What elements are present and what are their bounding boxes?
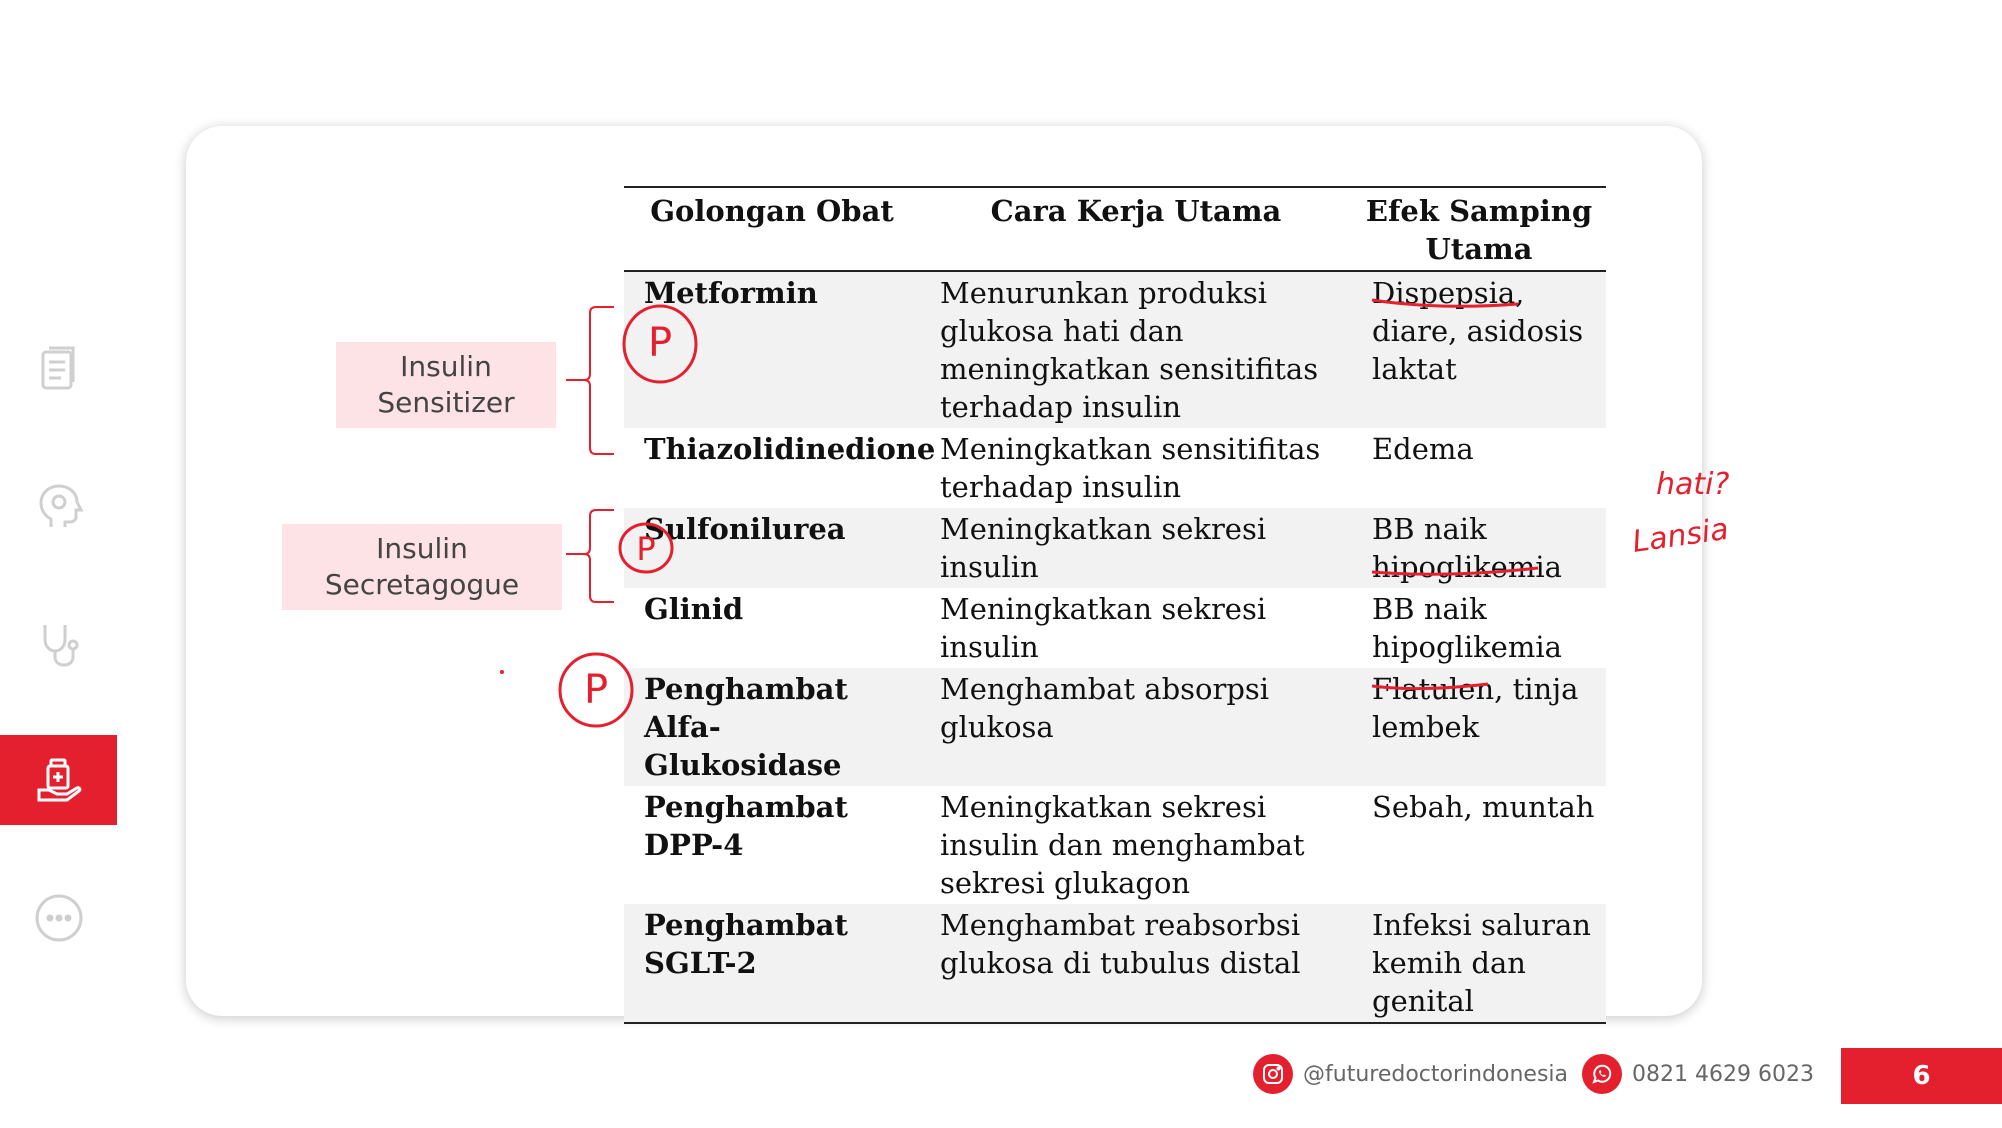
document-icon[interactable] (0, 325, 117, 415)
drug-side-effect: Flatulen, tinja lembek (1372, 672, 1579, 744)
stethoscope-icon[interactable] (0, 600, 117, 690)
note-hati: hati? (1656, 467, 1730, 502)
table-header-row (624, 187, 1606, 271)
header-cara-kerja: Cara Kerja Utama (990, 194, 1282, 228)
drug-mechanism: Menurunkan produksi glukosa hati dan meningkatkan sensitifitas terhadap insulin (940, 276, 1319, 424)
instagram-icon (1253, 1054, 1293, 1094)
drug-side-effect: BB naik hipoglikemia (1372, 512, 1562, 584)
note-lansia: Lansia (1630, 511, 1731, 560)
drug-side-effect: Edema (1372, 432, 1474, 466)
drug-name: Penghambat Alfa-Glukosidase (644, 672, 848, 782)
insulin-secretagogue-label: Insulin Secretagogue (282, 524, 562, 610)
table-row (624, 271, 1606, 428)
header-golongan-obat: Golongan Obat (650, 194, 894, 228)
page-number: 6 (1841, 1048, 2002, 1104)
drug-side-effect: Dispepsia, diare, asidosis laktat (1372, 276, 1584, 386)
phone-number: 0821 4629 6023 (1632, 1061, 1814, 1087)
drug-mechanism: Meningkatkan sensitifitas terhadap insulin (940, 432, 1321, 504)
drug-side-effect: BB naik hipoglikemia (1372, 592, 1562, 664)
whatsapp-contact[interactable] (1582, 1054, 1814, 1094)
p-mark: P (583, 667, 609, 713)
drug-name: Sulfonilurea (644, 512, 846, 546)
table-row (624, 508, 1606, 588)
p-mark: P (647, 320, 673, 366)
table-row (624, 668, 1606, 786)
drug-mechanism: Menghambat reabsorbsi glukosa di tubulus distal (940, 908, 1301, 980)
drug-name: Penghambat DPP-4 (644, 790, 848, 862)
medicine-hand-icon[interactable] (0, 735, 117, 825)
drug-mechanism: Meningkatkan sekresi insulin dan menghambat sekresi glukagon (940, 790, 1305, 900)
table-row (624, 428, 1606, 508)
insulin-sensitizer-label: Insulin Sensitizer (336, 342, 556, 428)
more-icon[interactable] (0, 873, 117, 963)
drug-mechanism: Meningkatkan sekresi insulin (940, 592, 1267, 664)
drug-side-effect: Infeksi saluran kemih dan genital (1372, 908, 1591, 1018)
table-row (624, 588, 1606, 668)
instagram-contact[interactable] (1253, 1054, 1568, 1094)
drug-name: Metformin (644, 276, 818, 310)
drug-name: Penghambat SGLT-2 (644, 908, 848, 980)
drug-name: Glinid (644, 592, 744, 626)
p-mark: P (636, 530, 656, 568)
head-mind-icon[interactable] (0, 462, 117, 552)
drug-mechanism: Meningkatkan sekresi insulin (940, 512, 1267, 584)
table-row (624, 786, 1606, 904)
drug-side-effect: Sebah, muntah (1372, 790, 1595, 824)
drug-mechanism: Menghambat absorpsi glukosa (940, 672, 1270, 744)
instagram-handle: @futuredoctorindonesia (1303, 1061, 1569, 1087)
drug-table (624, 186, 1606, 1024)
table-row (624, 904, 1606, 1023)
drug-name: Thiazolidinedione (644, 432, 936, 466)
header-efek-samping: Efek Samping Utama (1365, 194, 1593, 266)
whatsapp-icon (1582, 1054, 1622, 1094)
